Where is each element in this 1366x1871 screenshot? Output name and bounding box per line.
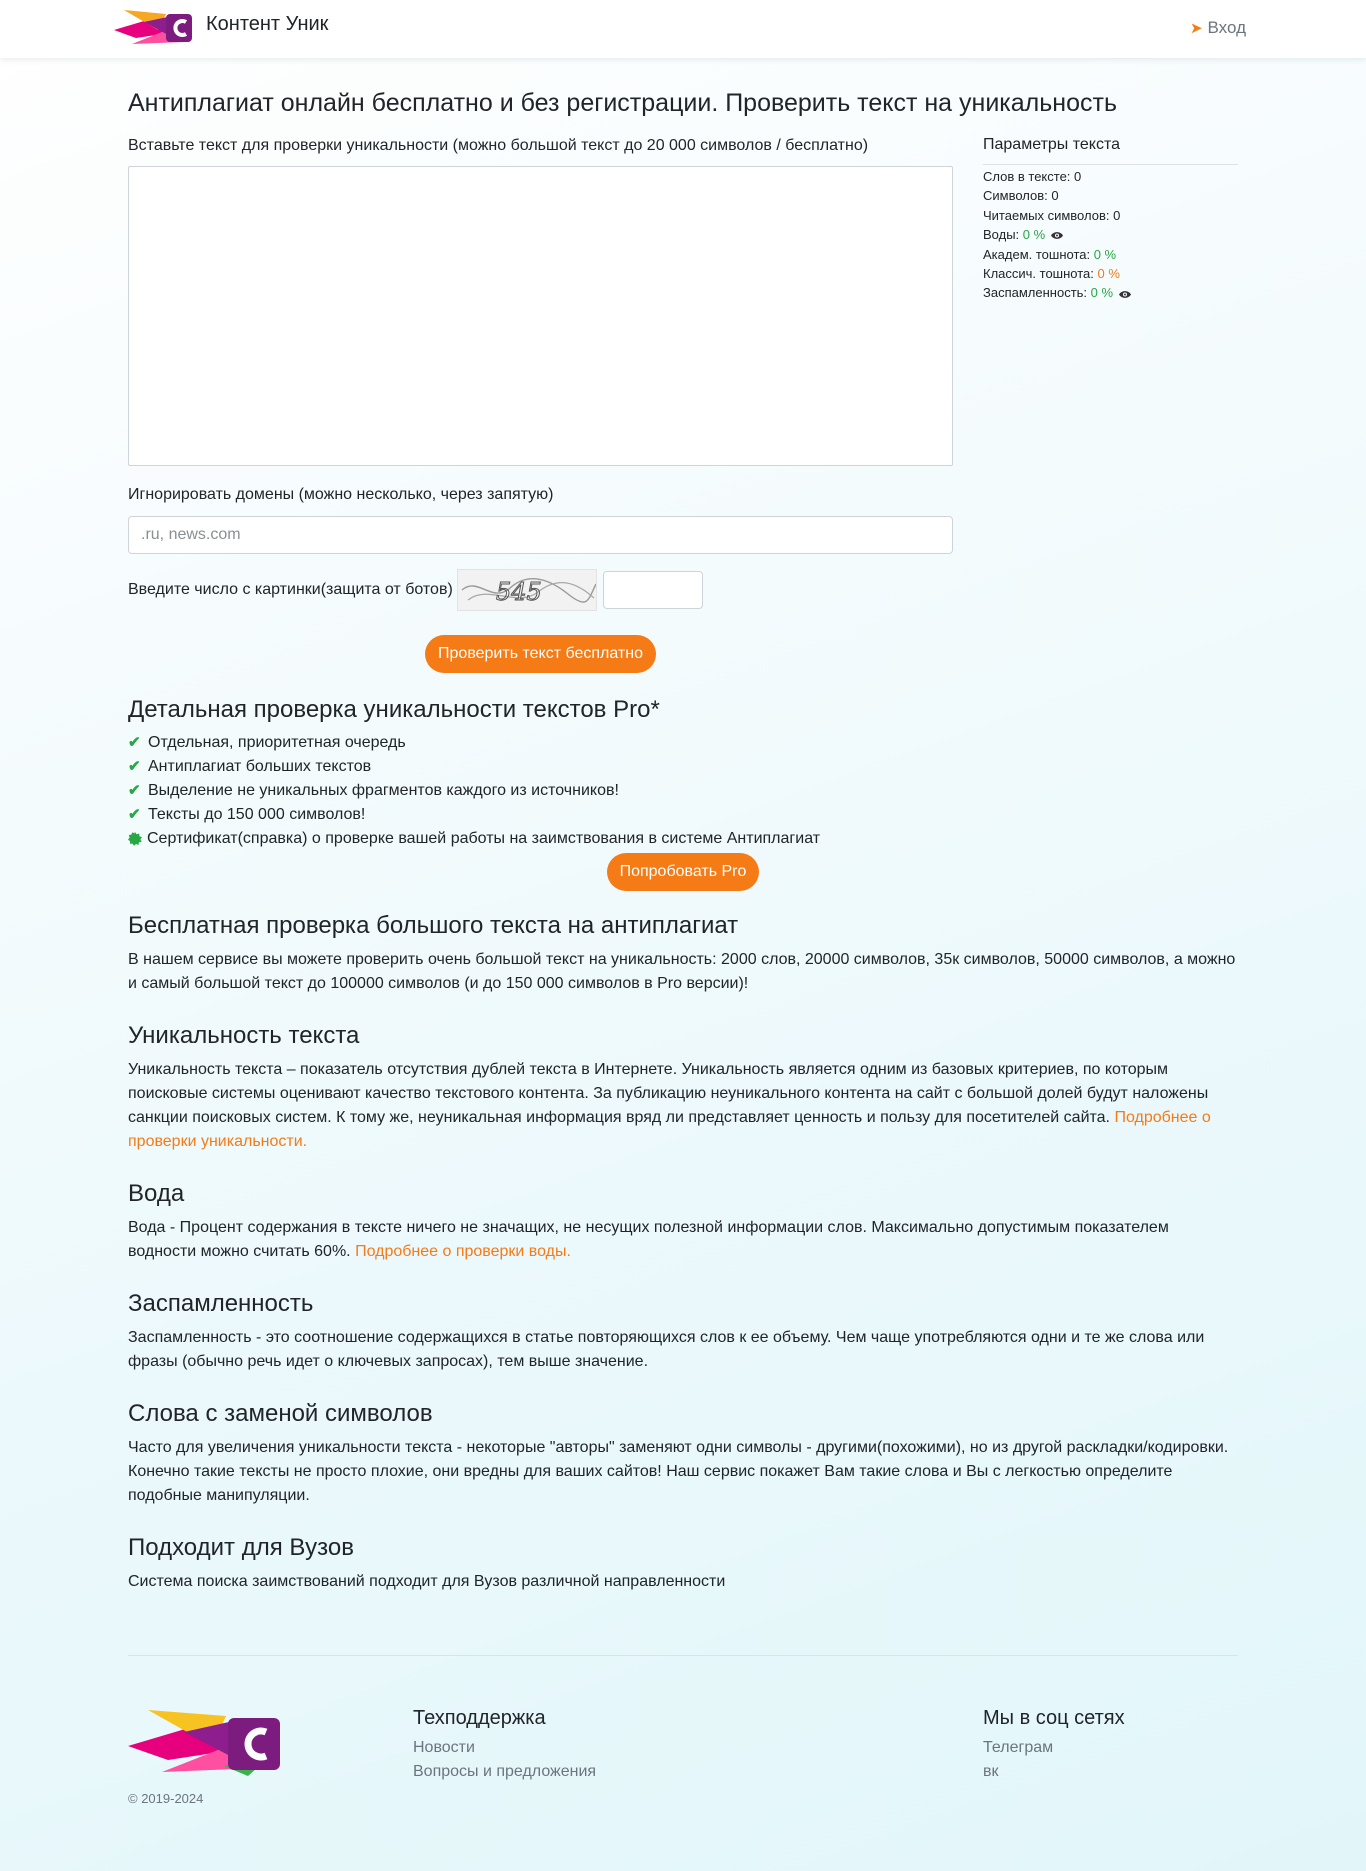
copyright: © 2019-2024 <box>128 1791 204 1806</box>
big-text-body: В нашем сервисе вы можете проверить очень большой текст на уникальность: 2000 слов, 20000 символов, 35к символов, 50000 символов, а можно и самый большой текст до 100000 символов (и до 150 000 символов в Pro версии)! <box>128 951 1236 992</box>
footer-link-feedback[interactable]: Вопросы и предложения <box>413 1763 597 1780</box>
list-item: ✔ Отдельная, приоритетная очередь <box>128 731 1238 755</box>
stat-water-value: 0 % <box>1022 227 1046 243</box>
try-pro-button[interactable]: Попробовать Pro <box>607 853 760 891</box>
social-title: Мы в соц сетях <box>983 1707 1125 1729</box>
footer <box>128 1655 1238 1806</box>
list-item: ✔ Антиплагиат больших текстов <box>128 755 1238 779</box>
top-navbar <box>0 0 1366 58</box>
captcha-digits: 545 <box>495 578 542 606</box>
pro-features-list <box>128 731 1238 851</box>
spam-body: Заспамленность - это соотношение содержащихся в статье повторяющихся слов к ее объему. Чем чаще употребляются одни и те же слова или фразы (обычно речь идет о ключевых запросах), тем выше значение. <box>128 1329 1205 1370</box>
spam-title: Заспамленность <box>128 1290 314 1317</box>
water-body: Вода - Процент содержания в тексте ничего не значащих, не несущих полезной информации слов. Максимально допустимым показателем водности можно считать 60%. Подробнее о проверки воды. <box>128 1219 1169 1260</box>
logo-icon <box>114 8 196 48</box>
list-item: ✔ Тексты до 150 000 символов! <box>128 803 1238 827</box>
big-text-title: Бесплатная проверка большого текста на антиплагиат <box>128 912 739 939</box>
stat-academic-value: 0 % <box>1093 246 1117 262</box>
stat-words: Слов в тексте: 0 <box>983 169 1082 184</box>
uniqueness-title: Уникальность текста <box>128 1022 360 1049</box>
social-column <box>983 1706 1125 1784</box>
stat-classic: Классич. тошнота: 0 % <box>983 266 1120 282</box>
text-field-label: Вставьте текст для проверки уникальности (можно большой текст до 20 000 символов / бесплатно) <box>128 137 869 154</box>
water-more-link[interactable]: Подробнее о проверки воды. <box>355 1243 571 1260</box>
pro-section-title: Детальная проверка уникальности текстов Pro* <box>128 696 660 723</box>
brand-name: Контент Уник <box>206 12 329 35</box>
vuz-body: Система поиска заимствований подходит для Вузов различной направленности <box>128 1573 726 1590</box>
check-icon: ✔ <box>128 734 141 751</box>
check-form <box>128 136 953 673</box>
list-item: Сертификат(справка) о проверке вашей работы на заимствования в системе Антиплагиат <box>128 827 1238 851</box>
eye-icon[interactable] <box>1119 290 1131 299</box>
page-title: Антиплагиат онлайн бесплатно и без регистрации. Проверить текст на уникальность <box>128 89 1117 117</box>
login-link[interactable] <box>1190 18 1246 38</box>
stat-words-value: 0 <box>1074 169 1082 184</box>
check-icon: ✔ <box>128 758 141 775</box>
stat-classic-value: 0 % <box>1097 266 1120 282</box>
water-title: Вода <box>128 1180 185 1207</box>
stat-academic: Академ. тошнота: 0 % <box>983 246 1117 262</box>
ignore-domains-input[interactable] <box>128 516 953 554</box>
sign-in-icon: ➤ <box>1189 20 1203 37</box>
uniqueness-more-link[interactable]: Подробнее о проверки уникальности. <box>128 1109 1211 1150</box>
stat-readable: Читаемых символов: 0 <box>983 207 1121 223</box>
brand-link[interactable] <box>114 8 328 48</box>
footer-link-news[interactable]: Новости <box>413 1739 475 1756</box>
params-title: Параметры текста <box>983 136 1238 165</box>
login-label: Вход <box>1207 18 1246 37</box>
text-input-area[interactable] <box>128 166 953 466</box>
captcha-input[interactable] <box>603 571 703 609</box>
footer-logo-icon <box>128 1706 284 1778</box>
stat-chars-value: 0 <box>1051 188 1059 204</box>
certificate-icon <box>128 832 142 846</box>
list-item: ✔ Выделение не уникальных фрагментов каждого из источников! <box>128 779 1238 803</box>
support-column <box>413 1706 596 1784</box>
captcha-image <box>457 569 597 611</box>
replace-body: Часто для увеличения уникальности текста - некоторые "авторы" заменяют одни символы - другими(похожими), но из другой раскладки/кодировки. Конечно такие тексты не просто плохие, они вредны для ваших сайтов! Наш сервис покажет Вам такие слова и Вы с легкостью определите подобные манипуляции. <box>128 1439 1229 1504</box>
uniqueness-body: Уникальность текста – показатель отсутствия дублей текста в Интернете. Уникальность является одним из базовых критериев, по которым поисковые системы оценивают качество текстового контента. За публикацию неуникального контента на сайт с большой долей будут наложены санкции поисковых систем. К тому же, неуникальная информация вряд ли представляет ценность и пользу для посетителей сайта. Подробнее о проверки уникальности. <box>128 1061 1211 1150</box>
main-container <box>128 88 1238 1594</box>
replace-title: Слова с заменой символов <box>128 1400 433 1427</box>
footer-link-telegram[interactable]: Телеграм <box>983 1739 1054 1756</box>
captcha-label: Введите число с картинки(защита от ботов) <box>128 581 453 598</box>
vuz-title: Подходит для Вузов <box>128 1534 354 1561</box>
stat-spam-value: 0 % <box>1090 285 1114 301</box>
check-text-button[interactable]: Проверить текст бесплатно <box>425 635 656 673</box>
stat-spam: Заспамленность: 0 % <box>983 283 1238 302</box>
captcha-row <box>128 569 953 611</box>
stat-chars: Символов: 0 <box>983 188 1059 204</box>
stat-readable-value: 0 <box>1113 207 1121 223</box>
domains-label: Игнорировать домены (можно несколько, через запятую) <box>128 486 554 503</box>
stat-water: Воды: 0 % <box>983 225 1238 244</box>
footer-link-vk[interactable]: вк <box>983 1763 999 1780</box>
eye-icon[interactable] <box>1051 231 1063 240</box>
support-title: Техподдержка <box>413 1707 546 1729</box>
check-icon: ✔ <box>128 782 141 799</box>
text-params-panel <box>983 136 1238 673</box>
check-icon: ✔ <box>128 806 141 823</box>
